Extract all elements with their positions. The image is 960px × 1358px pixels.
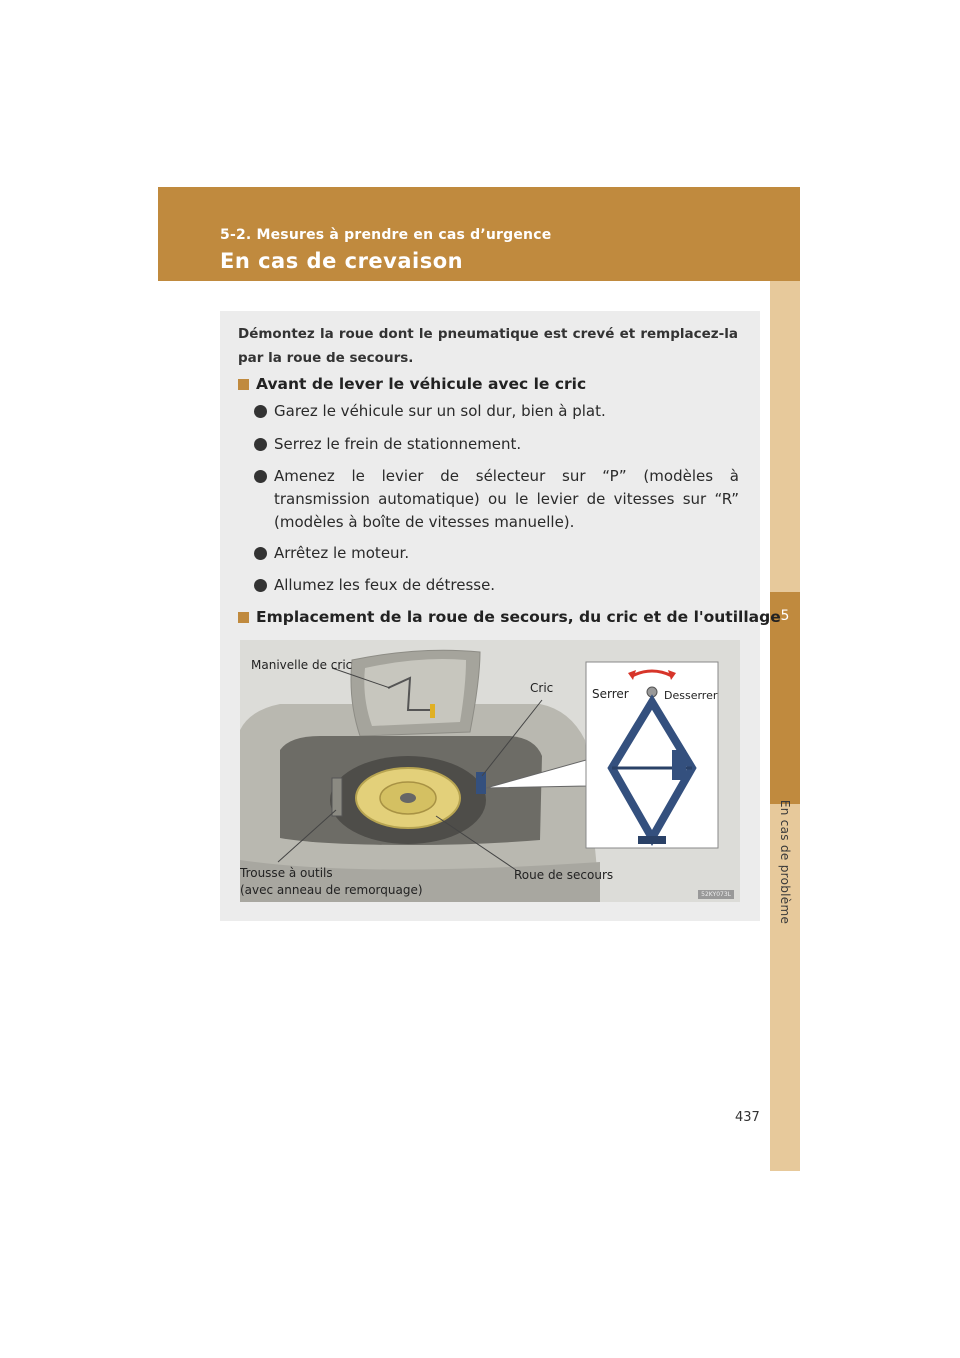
label-crank: Manivelle de cric [251,658,353,672]
section-label: 5-2. Mesures à prendre en cas d’urgence [220,227,552,243]
trunk-illustration [240,640,740,902]
list-item: Garez le véhicule sur un sol dur, bien à plat. [254,400,739,423]
label-tighten: Serrer [592,687,629,701]
bullet-icon [254,547,267,560]
list-item: Allumez les feux de détresse. [254,574,739,597]
trunk-lid-liner [364,659,466,726]
intro-text: Démontez la roue dont le pneumatique est crevé et remplacez-la par la roue de secours. [238,326,738,366]
subheading-text: Avant de lever le véhicule avec le cric [256,375,587,393]
bullet-icon [254,438,267,451]
figure-code: 52KY073L [698,890,734,899]
list-item: Arrêtez le moteur. [254,542,739,565]
label-loosen: Desserrer [664,689,718,702]
subheading-spare-location [238,608,781,626]
subheading-text: Emplacement de la roue de secours, du cric et de l'outillage [256,608,781,626]
list-item: Serrez le frein de stationnement. [254,433,739,456]
chapter-number: 5 [780,608,790,624]
square-bullet-icon [238,379,249,390]
bullet-icon [254,405,267,418]
square-bullet-icon [238,612,249,623]
trunk-drawing [240,640,740,902]
bullet-icon [254,470,267,483]
label-toolkit-note: (avec anneau de remorquage) [240,883,423,897]
page-number: 437 [735,1110,760,1125]
chapter-title: En cas de problème [778,799,792,925]
label-spare-wheel: Roue de secours [514,868,614,882]
toolkit-bag [332,778,342,816]
header-band [158,187,800,281]
list-item: Amenez le levier de sélecteur sur “P” (modèles à transmission automatique) ou le levier de vitesses sur “R” (modèles à boîte de vitesses manuelle). [254,465,739,534]
page-title: En cas de crevaison [220,249,464,273]
bullet-icon [254,579,267,592]
jack-in-trunk [476,772,486,794]
spare-wheel-hub [400,793,416,803]
crank-grip [430,704,435,718]
label-toolkit: Trousse à outils [240,866,333,880]
label-jack: Cric [530,681,554,695]
subheading-before-jacking [238,375,586,393]
